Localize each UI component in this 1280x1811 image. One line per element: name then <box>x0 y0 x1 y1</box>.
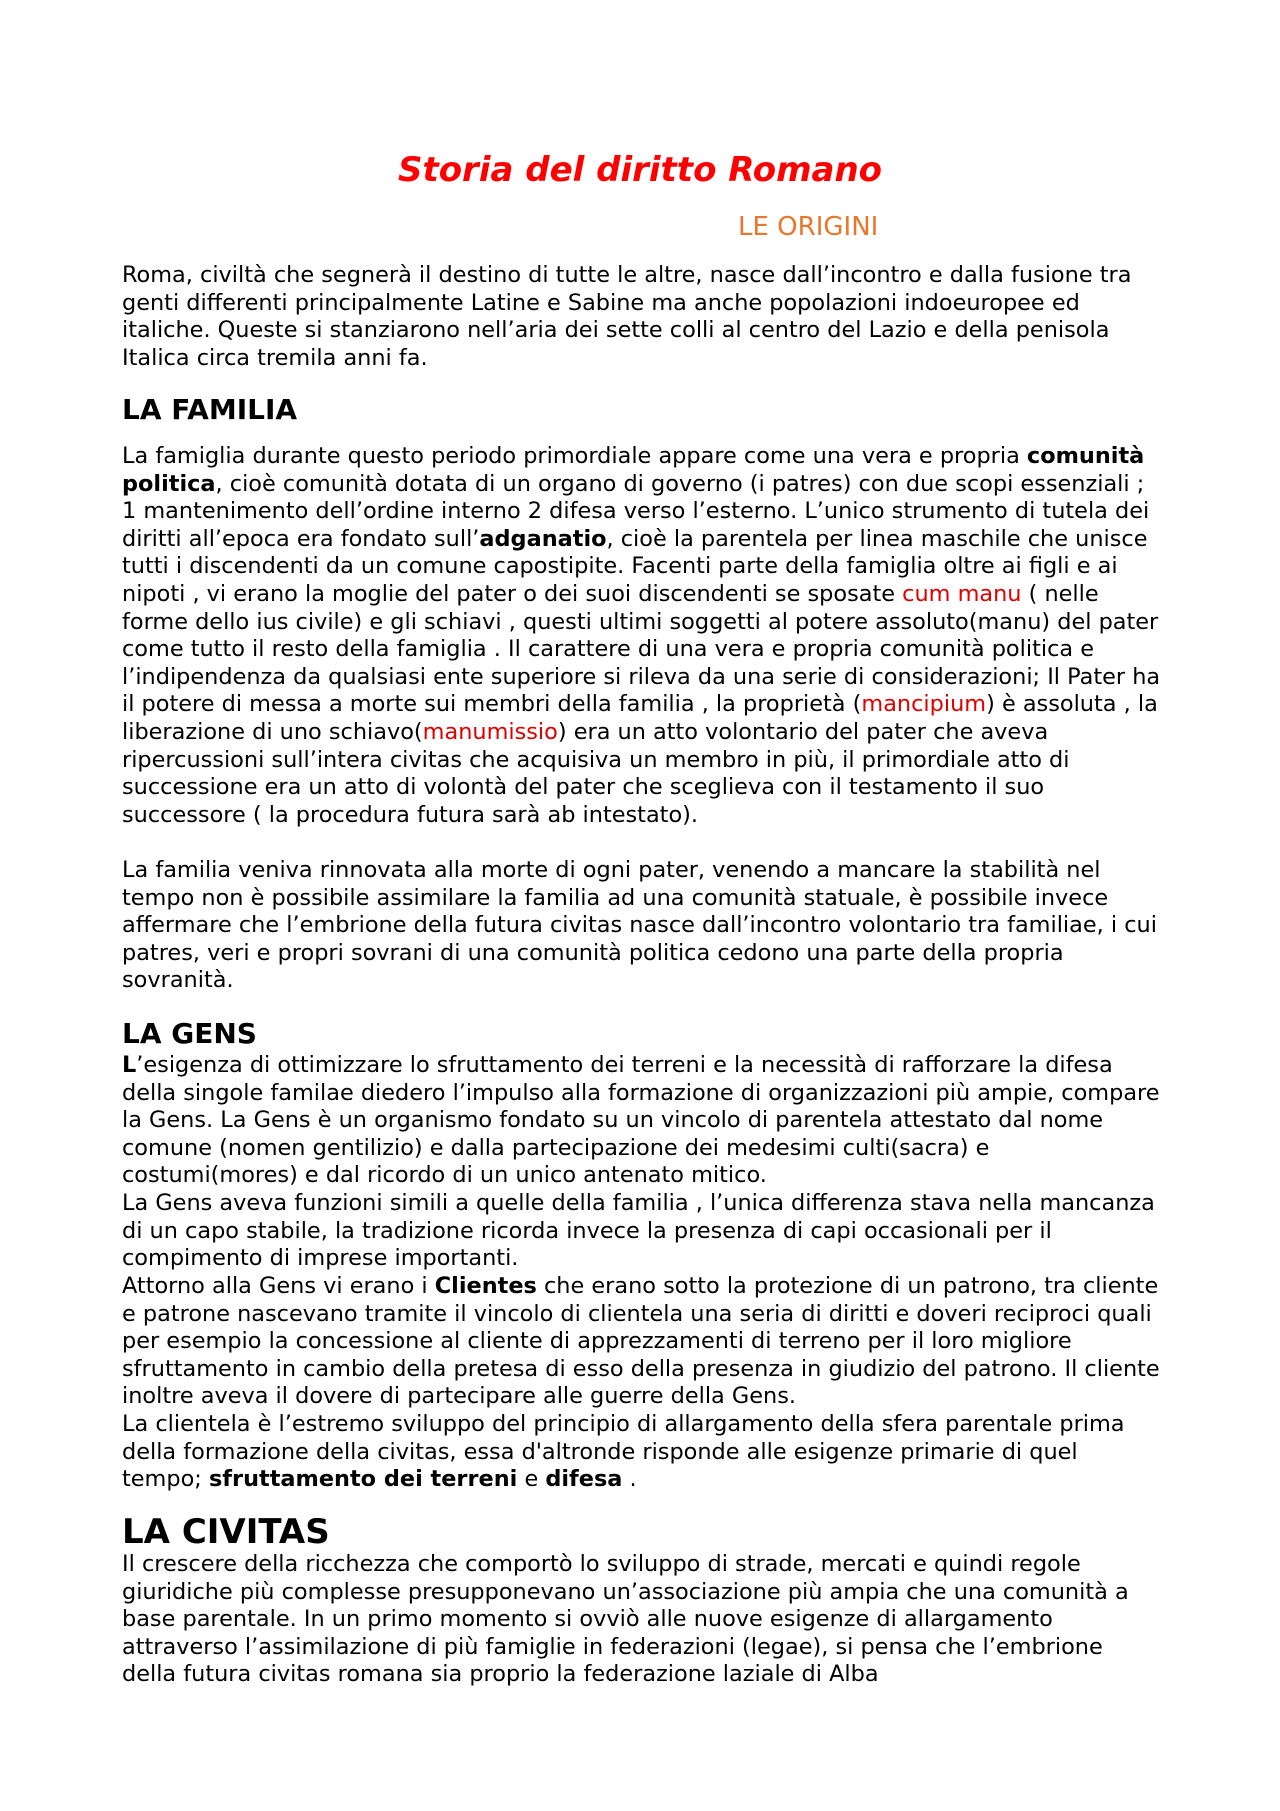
term-cum-manu: cum manu <box>902 580 1022 607</box>
heading-civitas: LA CIVITAS <box>122 1512 330 1552</box>
document-subtitle: LE ORIGINI <box>738 212 879 242</box>
term-manumissio: manumissio <box>422 718 558 745</box>
familia-paragraph-1: La famiglia durante questo periodo primordiale appare come una vera e propria comunità politica, cioè comunità dotata di un organo di governo (i patres) con due scopi essenziali ; 1 mantenimento dell’ordine interno 2 difesa verso l’esterno. L’unico strumento di tutela dei diritti all’epoca era fondato sull’adganatio, cioè la parentela per linea maschile che unisce tutti i discendenti da un comune capostipite. Facenti parte della famiglia oltre ai figli e ai nipoti , vi erano la moglie del pater o dei suoi discendenti se sposate cum manu ( nelle forme dello ius civile) e gli schiavi , questi ultimi soggetti al potere assoluto(manu) del pater come tutto il resto della famiglia . Il carattere di una vera e propria comunità politica e l’indipendenza da qualsiasi ente superiore si rileva da una serie di considerazioni; Il Pater ha il potere di messa a morte sui membri della familia , la proprietà (mancipium) è assoluta , la liberazione di uno schiavo(manumissio) era un atto volontario del pater che aveva ripercussioni sull’intera civitas che acquisiva un membro in più, il primordiale atto di successione era un atto di volontà del pater che sceglieva con il testamento il suo successore ( la procedura futura sarà ab intestato). <box>122 443 1161 828</box>
gens-paragraph-4: La clientela è l’estremo sviluppo del principio di allargamento della sfera parentale prima della formazione della civitas, essa d'altronde risponde alle esigenze primarie di quel tempo; sfruttamento dei terreni e difesa . <box>122 1411 1125 1493</box>
term-adganatio: adganatio <box>479 525 607 552</box>
term-mancipium: mancipium <box>861 691 987 718</box>
familia-paragraph-2: La familia veniva rinnovata alla morte di ogni pater, venendo a mancare la stabilità nel tempo non è possibile assimilare la familia ad una comunità statuale, è possibile invece affermare che l’embrione della futura civitas nasce dall’incontro volontario tra familiae, i cui patres, veri e propri sovrani di una comunità politica cedono una parte della propria sovranità. <box>122 857 1157 994</box>
term-clientes: Clientes <box>434 1273 537 1299</box>
intro-paragraph: Roma, civiltà che segnerà il destino di tutte le altre, nasce dall’incontro e dalla fusione tra genti differenti principalmente Latine e Sabine ma anche popolazioni indoeuropee ed italiche. Queste si stanziarono nell’aria dei sette colli al centro del Lazio e della penisola Italica circa tremila anni fa. <box>122 262 1132 371</box>
document-title: Storia del diritto Romano <box>397 150 883 190</box>
term-comunita-politica: comunità politica <box>122 443 1145 497</box>
term-difesa: difesa <box>545 1466 623 1493</box>
term-sfruttamento: sfruttamento dei terreni <box>208 1466 518 1493</box>
gens-paragraph-3: Attorno alla Gens vi erano i Clientes che erano sotto la protezione di un patrono, tra cliente e patrone nascevano tramite il vincolo di clientela una seria di diritti e doveri reciproci quali per esempio la concessione al cliente di apprezzamenti di terreno per il loro migliore sfruttamento in cambio della pretesa di esso della presenza in giudizio del patrono. Il cliente inoltre aveva il dovere di partecipare alle guerre della Gens. <box>122 1273 1160 1410</box>
civitas-paragraph-1: Il crescere della ricchezza che comportò lo sviluppo di strade, mercati e quindi regole giuridiche più complesse presupponevano un’associazione più ampia che una comunità a base parentale. In un primo momento si ovviò alle nuove esigenze di allargamento attraverso l’assimilazione di più famiglie in federazioni (legae), si pensa che l’embrione della futura civitas romana sia proprio la federazione laziale di Alba <box>122 1551 1129 1688</box>
heading-gens: LA GENS <box>122 1017 257 1050</box>
gens-paragraph-2: La Gens aveva funzioni simili a quelle della familia , l’unica differenza stava nella mancanza di un capo stabile, la tradizione ricorda invece la presenza di capi occasionali per il compimento di imprese importanti. <box>122 1190 1155 1272</box>
heading-familia: LA FAMILIA <box>122 393 298 426</box>
gens-paragraph-1: L’esigenza di ottimizzare lo sfruttamento dei terreni e la necessità di rafforzare la difesa della singole familae diedero l’impulso alla formazione di organizzazioni più ampie, compare la Gens. La Gens è un organismo fondato su un vincolo di parentela attestato dal nome comune (nomen gentilizio) e dalla partecipazione dei medesimi culti(sacra) e costumi(mores) e dal ricordo di un unico antenato mitico. <box>122 1052 1160 1189</box>
